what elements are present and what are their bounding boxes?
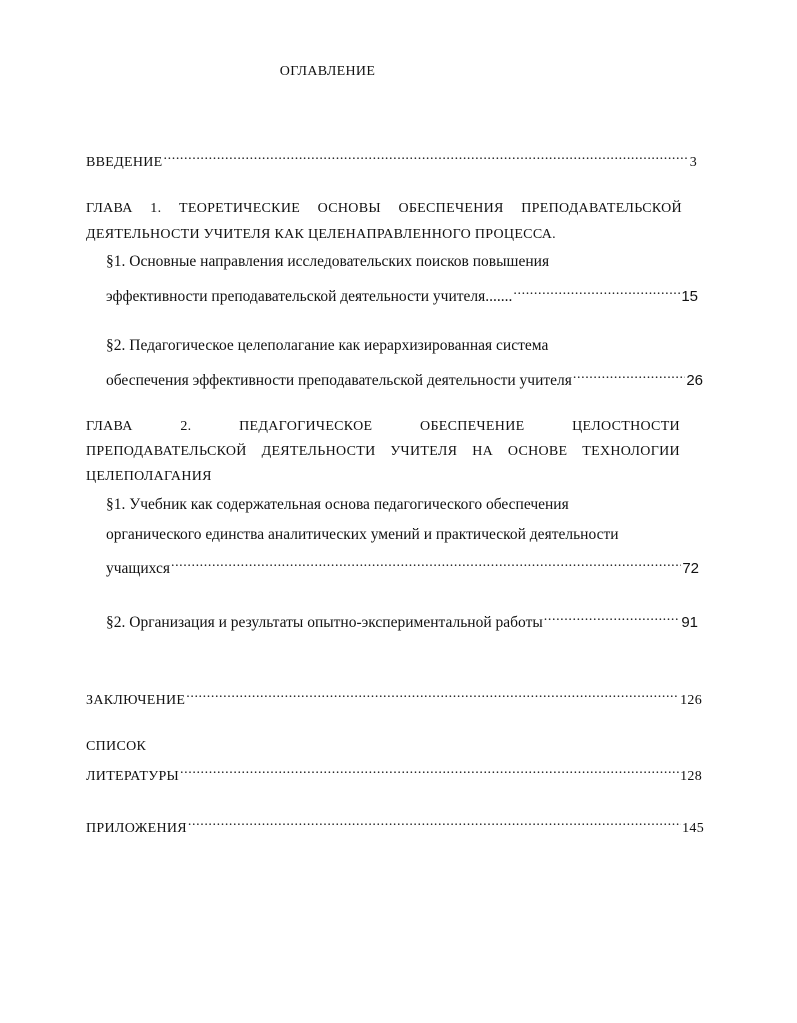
toc-entry-bibliography — [86, 764, 702, 785]
dot-leader — [164, 150, 689, 166]
chapter2-title-line2 — [86, 444, 680, 460]
toc-entry-page: 15 — [681, 287, 698, 305]
chapter1-word: ПРЕПОДАВАТЕЛЬСКОЙ — [521, 201, 682, 216]
chapter1-word: ГЛАВА — [86, 201, 133, 216]
ch1-section1-line1: §1. Основные направления исследовательских поисков повышения — [106, 253, 550, 270]
chapter2-word: ГЛАВА — [86, 419, 133, 434]
ch2-section1-entry — [106, 555, 699, 578]
toc-entry-page: 72 — [682, 559, 699, 577]
chapter2-word: 2. — [180, 419, 192, 434]
dot-leader — [544, 609, 681, 627]
chapter1-word: ОБЕСПЕЧЕНИЯ — [398, 201, 504, 216]
toc-entry-label: обеспечения эффективности преподавательской деятельности учителя — [106, 371, 572, 389]
chapter2-word: ОСНОВЕ — [507, 444, 568, 459]
chapter2-word: ЦЕЛОСТНОСТИ — [572, 419, 680, 434]
chapter1-word: ТЕОРЕТИЧЕСКИЕ — [178, 201, 301, 216]
chapter2-word: ПРЕПОДАВАТЕЛЬСКОЙ — [86, 444, 247, 459]
toc-entry-page: 3 — [689, 155, 697, 171]
toc-entry-conclusion — [86, 688, 702, 709]
chapter1-title-line2: ДЕЯТЕЛЬНОСТИ УЧИТЕЛЯ КАК ЦЕЛЕНАПРАВЛЕННОГО ПРОЦЕССА. — [86, 227, 556, 242]
toc-entry-appendix — [86, 816, 704, 837]
toc-entry-page: 145 — [682, 821, 704, 837]
chapter2-word: УЧИТЕЛЯ — [390, 444, 458, 459]
chapter2-word: ОБЕСПЕЧЕНИЕ — [420, 419, 525, 434]
toc-entry-page: 91 — [681, 613, 698, 631]
toc-entry-label: ЛИТЕРАТУРЫ — [86, 769, 180, 785]
bibliography-label-line1: СПИСОК — [86, 739, 147, 754]
toc-entry-intro — [86, 150, 697, 171]
chapter2-title-line3: ЦЕЛЕПОЛАГАНИЯ — [86, 469, 212, 484]
chapter2-word: НА — [472, 444, 494, 459]
ch1-section2-entry — [106, 367, 703, 390]
toc-entry-label: эффективности преподавательской деятельности учителя....... — [106, 287, 513, 305]
ch2-section1-line1: §1. Учебник как содержательная основа педагогического обеспечения — [106, 496, 569, 513]
toc-entry-page: 128 — [680, 769, 702, 785]
toc-entry-label: ПРИЛОЖЕНИЯ — [86, 821, 187, 837]
chapter2-word: ТЕХНОЛОГИИ — [582, 444, 680, 459]
dot-leader — [188, 816, 681, 832]
page-title — [0, 64, 655, 80]
toc-entry-page: 126 — [680, 693, 702, 709]
chapter2-word: ПЕДАГОГИЧЕСКОЕ — [239, 419, 373, 434]
dot-leader — [171, 555, 681, 573]
title-text: ОГЛАВЛЕНИЕ — [279, 64, 376, 79]
chapter2-word: ДЕЯТЕЛЬНОСТИ — [261, 444, 376, 459]
ch1-section1-entry — [106, 283, 698, 306]
ch2-section2-entry — [106, 609, 698, 632]
dot-leader — [513, 283, 680, 301]
chapter1-title-line1 — [86, 201, 682, 217]
toc-entry-label: ЗАКЛЮЧЕНИЕ — [86, 693, 186, 709]
dot-leader — [180, 764, 679, 780]
chapter1-word: 1. — [150, 201, 162, 216]
dot-leader — [186, 688, 679, 704]
chapter2-title-line1 — [86, 419, 680, 435]
ch2-section1-line2: органического единства аналитических умений и практической деятельности — [106, 526, 619, 543]
dot-leader — [573, 367, 685, 385]
ch1-section2-line1: §2. Педагогическое целеполагание как иерархизированная система — [106, 337, 549, 354]
toc-entry-label: §2. Организация и результаты опытно-экспериментальной работы — [106, 613, 543, 631]
toc-entry-label: ВВЕДЕНИЕ — [86, 155, 163, 171]
toc-entry-page: 26 — [686, 371, 703, 389]
chapter1-word: ОСНОВЫ — [317, 201, 381, 216]
toc-entry-label: учащихся — [106, 559, 170, 577]
